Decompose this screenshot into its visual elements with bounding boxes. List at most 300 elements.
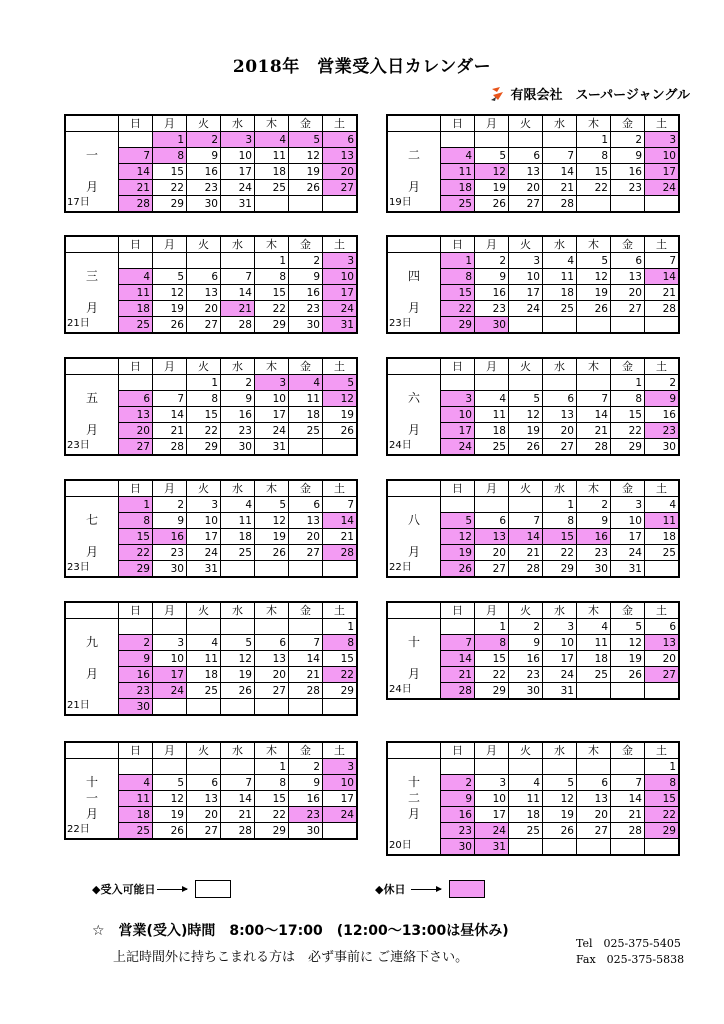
weekday-header: 水 <box>543 359 577 375</box>
day-cell: 1 <box>187 375 221 391</box>
day-cell <box>645 196 679 212</box>
day-cell: 11 <box>289 391 323 407</box>
month-calendar <box>386 479 680 578</box>
arrow-icon <box>157 889 187 890</box>
day-cell: 25 <box>221 545 255 561</box>
day-cell <box>323 439 357 455</box>
day-cell: 7 <box>119 148 153 164</box>
day-cell: 6 <box>645 619 679 635</box>
day-cell: 7 <box>543 148 577 164</box>
day-cell: 23 <box>119 683 153 699</box>
day-cell: 12 <box>255 513 289 529</box>
day-cell: 31 <box>187 561 221 577</box>
legend-open-label: ◆受入可能日 <box>92 883 156 896</box>
day-cell: 15 <box>475 651 509 667</box>
day-cell: 27 <box>577 823 611 839</box>
day-cell: 28 <box>543 196 577 212</box>
day-cell: 22 <box>255 807 289 823</box>
day-cell: 13 <box>509 164 543 180</box>
day-cell: 30 <box>119 699 153 715</box>
month-name: 二 <box>388 791 441 807</box>
day-cell: 21 <box>119 180 153 196</box>
day-cell <box>221 699 255 715</box>
day-cell <box>543 375 577 391</box>
day-cell: 5 <box>509 391 543 407</box>
month-name <box>66 164 119 180</box>
day-cell: 20 <box>289 529 323 545</box>
month-calendar <box>64 601 358 716</box>
day-cell: 10 <box>323 775 357 791</box>
day-cell <box>119 619 153 635</box>
weekday-header: 火 <box>187 359 221 375</box>
day-cell: 27 <box>543 439 577 455</box>
day-cell: 17 <box>475 807 509 823</box>
day-cell: 28 <box>441 683 475 699</box>
day-cell <box>509 497 543 513</box>
day-cell: 5 <box>323 375 357 391</box>
workday-count: 23日 <box>388 317 441 333</box>
day-cell: 6 <box>543 391 577 407</box>
weekday-header: 土 <box>323 237 357 253</box>
day-cell <box>187 619 221 635</box>
weekday-header: 木 <box>577 603 611 619</box>
day-cell: 23 <box>289 301 323 317</box>
weekday-header: 月 <box>475 603 509 619</box>
day-cell: 21 <box>323 529 357 545</box>
month-calendar <box>386 601 680 700</box>
header-corner <box>388 116 441 132</box>
day-cell: 27 <box>475 561 509 577</box>
day-cell: 24 <box>543 667 577 683</box>
day-cell: 28 <box>509 561 543 577</box>
weekday-header: 木 <box>255 603 289 619</box>
day-cell: 31 <box>475 839 509 855</box>
weekday-header: 水 <box>221 481 255 497</box>
day-cell <box>509 317 543 333</box>
day-cell: 15 <box>543 529 577 545</box>
page-title: 2018年 営業受入日カレンダー <box>232 57 492 77</box>
day-cell: 4 <box>289 375 323 391</box>
day-cell: 28 <box>577 439 611 455</box>
fax-number: Fax 025-375-5838 <box>576 953 685 966</box>
day-cell: 30 <box>475 317 509 333</box>
day-cell: 29 <box>645 823 679 839</box>
day-cell: 2 <box>509 619 543 635</box>
workday-count: 23日 <box>66 439 119 455</box>
day-cell: 15 <box>645 791 679 807</box>
day-cell: 9 <box>577 513 611 529</box>
day-cell: 2 <box>289 759 323 775</box>
day-cell: 19 <box>441 545 475 561</box>
day-cell: 30 <box>289 823 323 839</box>
day-cell: 9 <box>153 513 187 529</box>
header-corner <box>66 359 119 375</box>
day-cell: 21 <box>441 667 475 683</box>
company-logo-icon <box>490 86 506 102</box>
month-name: 二 <box>388 148 441 164</box>
month-name: 五 <box>66 391 119 407</box>
day-cell: 18 <box>119 807 153 823</box>
weekday-header: 月 <box>153 603 187 619</box>
day-cell: 28 <box>119 196 153 212</box>
day-cell: 14 <box>221 791 255 807</box>
weekday-header: 金 <box>611 116 645 132</box>
day-cell: 20 <box>611 285 645 301</box>
day-cell: 12 <box>509 407 543 423</box>
day-cell: 3 <box>323 253 357 269</box>
month-name: 月 <box>66 545 119 561</box>
day-cell: 26 <box>289 180 323 196</box>
day-cell: 6 <box>323 132 357 148</box>
day-cell: 1 <box>543 497 577 513</box>
day-cell: 3 <box>255 375 289 391</box>
workday-count: 22日 <box>66 823 119 839</box>
day-cell: 3 <box>323 759 357 775</box>
day-cell: 10 <box>323 269 357 285</box>
weekday-header: 土 <box>323 359 357 375</box>
month-calendar <box>386 357 680 456</box>
weekday-header: 日 <box>119 359 153 375</box>
day-cell: 24 <box>645 180 679 196</box>
day-cell: 1 <box>119 497 153 513</box>
header-corner <box>388 743 441 759</box>
day-cell: 4 <box>577 619 611 635</box>
day-cell: 26 <box>323 423 357 439</box>
month-calendar <box>64 357 358 456</box>
day-cell: 30 <box>509 683 543 699</box>
day-cell: 23 <box>289 807 323 823</box>
day-cell: 16 <box>509 651 543 667</box>
day-cell: 8 <box>119 513 153 529</box>
workday-count: 19日 <box>388 196 441 212</box>
day-cell: 12 <box>441 529 475 545</box>
header-corner <box>66 116 119 132</box>
day-cell: 20 <box>119 423 153 439</box>
day-cell: 23 <box>577 545 611 561</box>
month-name: 六 <box>388 391 441 407</box>
day-cell: 12 <box>221 651 255 667</box>
weekday-header: 金 <box>611 237 645 253</box>
month-name <box>388 823 441 839</box>
day-cell: 5 <box>543 775 577 791</box>
day-cell: 18 <box>221 529 255 545</box>
month-name <box>388 164 441 180</box>
day-cell: 26 <box>611 667 645 683</box>
day-cell: 11 <box>577 635 611 651</box>
day-cell: 6 <box>255 635 289 651</box>
day-cell: 30 <box>153 561 187 577</box>
day-cell: 10 <box>543 635 577 651</box>
day-cell: 13 <box>187 285 221 301</box>
weekday-header: 金 <box>611 743 645 759</box>
month-name: 七 <box>66 513 119 529</box>
day-cell: 26 <box>255 545 289 561</box>
day-cell: 16 <box>475 285 509 301</box>
day-cell <box>509 375 543 391</box>
day-cell: 14 <box>221 285 255 301</box>
day-cell: 24 <box>187 545 221 561</box>
company-name <box>490 84 690 103</box>
day-cell: 29 <box>187 439 221 455</box>
day-cell: 27 <box>187 823 221 839</box>
day-cell: 1 <box>323 619 357 635</box>
month-name <box>66 407 119 423</box>
day-cell: 31 <box>323 317 357 333</box>
day-cell: 2 <box>577 497 611 513</box>
day-cell <box>543 317 577 333</box>
day-cell: 19 <box>289 164 323 180</box>
weekday-header: 火 <box>509 359 543 375</box>
day-cell: 13 <box>119 407 153 423</box>
day-cell: 1 <box>441 253 475 269</box>
day-cell: 4 <box>543 253 577 269</box>
business-hours: ☆ 営業(受入)時間 8:00～17:00 (12:00～13:00は昼休み) <box>92 923 509 939</box>
day-cell: 16 <box>441 807 475 823</box>
month-name: 四 <box>388 269 441 285</box>
day-cell: 25 <box>255 180 289 196</box>
day-cell: 17 <box>543 651 577 667</box>
day-cell: 9 <box>441 791 475 807</box>
day-cell: 2 <box>611 132 645 148</box>
weekday-header: 木 <box>577 237 611 253</box>
day-cell: 17 <box>187 529 221 545</box>
weekday-header: 土 <box>645 116 679 132</box>
day-cell: 28 <box>289 683 323 699</box>
weekday-header: 月 <box>475 743 509 759</box>
day-cell: 7 <box>221 269 255 285</box>
weekday-header: 水 <box>221 743 255 759</box>
weekday-header: 火 <box>187 481 221 497</box>
month-name: 月 <box>66 423 119 439</box>
day-cell: 20 <box>323 164 357 180</box>
day-cell <box>611 317 645 333</box>
weekday-header: 火 <box>187 237 221 253</box>
month-calendar <box>386 235 680 334</box>
day-cell: 30 <box>645 439 679 455</box>
day-cell: 25 <box>119 317 153 333</box>
day-cell: 29 <box>611 439 645 455</box>
day-cell: 5 <box>221 635 255 651</box>
day-cell: 22 <box>475 667 509 683</box>
day-cell: 26 <box>543 823 577 839</box>
weekday-header: 日 <box>119 743 153 759</box>
day-cell: 19 <box>153 301 187 317</box>
day-cell: 18 <box>187 667 221 683</box>
weekday-header: 木 <box>577 359 611 375</box>
day-cell: 18 <box>289 407 323 423</box>
month-name: 月 <box>66 807 119 823</box>
weekday-header: 月 <box>475 237 509 253</box>
day-cell: 19 <box>611 651 645 667</box>
day-cell: 4 <box>255 132 289 148</box>
day-cell: 30 <box>441 839 475 855</box>
day-cell: 25 <box>289 423 323 439</box>
day-cell: 29 <box>475 683 509 699</box>
weekday-header: 木 <box>255 237 289 253</box>
day-cell: 18 <box>441 180 475 196</box>
company-label: 有限会社 スーパージャングル <box>510 88 690 103</box>
day-cell: 7 <box>323 497 357 513</box>
day-cell: 16 <box>153 529 187 545</box>
day-cell <box>577 196 611 212</box>
month-name <box>66 759 119 775</box>
weekday-header: 月 <box>475 116 509 132</box>
day-cell: 20 <box>187 807 221 823</box>
month-name <box>66 253 119 269</box>
day-cell: 19 <box>543 807 577 823</box>
workday-count: 22日 <box>388 561 441 577</box>
month-name: 一 <box>66 791 119 807</box>
month-name <box>66 619 119 635</box>
day-cell: 21 <box>221 301 255 317</box>
day-cell: 14 <box>577 407 611 423</box>
weekday-header: 木 <box>255 359 289 375</box>
weekday-header: 金 <box>289 237 323 253</box>
day-cell: 10 <box>255 391 289 407</box>
month-calendar <box>386 114 680 213</box>
day-cell: 24 <box>509 301 543 317</box>
day-cell: 20 <box>543 423 577 439</box>
weekday-header: 月 <box>153 743 187 759</box>
day-cell <box>221 561 255 577</box>
day-cell: 1 <box>255 759 289 775</box>
month-calendar <box>64 114 358 213</box>
day-cell: 8 <box>441 269 475 285</box>
day-cell: 25 <box>577 667 611 683</box>
day-cell: 13 <box>475 529 509 545</box>
weekday-header: 日 <box>441 116 475 132</box>
day-cell: 7 <box>221 775 255 791</box>
day-cell: 28 <box>221 317 255 333</box>
day-cell <box>153 253 187 269</box>
weekday-header: 水 <box>221 237 255 253</box>
day-cell: 23 <box>509 667 543 683</box>
day-cell <box>289 439 323 455</box>
day-cell: 11 <box>475 407 509 423</box>
day-cell: 23 <box>153 545 187 561</box>
month-name <box>66 285 119 301</box>
weekday-header: 日 <box>441 359 475 375</box>
weekday-header: 木 <box>255 481 289 497</box>
weekday-header: 木 <box>255 743 289 759</box>
weekday-header: 月 <box>475 359 509 375</box>
day-cell: 19 <box>509 423 543 439</box>
day-cell: 13 <box>577 791 611 807</box>
day-cell <box>509 759 543 775</box>
month-name: 八 <box>388 513 441 529</box>
weekday-header: 水 <box>221 359 255 375</box>
day-cell: 24 <box>323 807 357 823</box>
month-name: 三 <box>66 269 119 285</box>
day-cell <box>187 699 221 715</box>
day-cell <box>577 317 611 333</box>
day-cell: 26 <box>153 823 187 839</box>
month-name <box>388 619 441 635</box>
day-cell: 9 <box>611 148 645 164</box>
day-cell: 2 <box>119 635 153 651</box>
weekday-header: 金 <box>611 359 645 375</box>
day-cell: 2 <box>441 775 475 791</box>
legend-closed <box>375 880 485 898</box>
notice-text: 上記時間外に持ちこまれる方は 必ず事前に ご連絡下さい。 <box>113 950 469 965</box>
day-cell <box>119 759 153 775</box>
day-cell: 8 <box>577 148 611 164</box>
month-name: 十 <box>388 775 441 791</box>
day-cell: 5 <box>475 148 509 164</box>
day-cell: 3 <box>475 775 509 791</box>
tel-number: Tel 025-375-5405 <box>576 937 681 950</box>
weekday-header: 日 <box>441 237 475 253</box>
day-cell: 17 <box>509 285 543 301</box>
day-cell: 9 <box>645 391 679 407</box>
day-cell <box>543 839 577 855</box>
weekday-header: 火 <box>509 481 543 497</box>
day-cell: 12 <box>323 391 357 407</box>
day-cell: 18 <box>255 164 289 180</box>
weekday-header: 木 <box>255 116 289 132</box>
day-cell: 16 <box>289 791 323 807</box>
month-name <box>388 759 441 775</box>
day-cell <box>645 317 679 333</box>
header-corner <box>66 603 119 619</box>
weekday-header: 火 <box>187 603 221 619</box>
weekday-header: 火 <box>187 743 221 759</box>
day-cell: 21 <box>221 807 255 823</box>
weekday-header: 日 <box>441 603 475 619</box>
day-cell: 18 <box>577 651 611 667</box>
day-cell: 13 <box>611 269 645 285</box>
day-cell: 13 <box>187 791 221 807</box>
day-cell: 4 <box>119 775 153 791</box>
weekday-header: 月 <box>475 481 509 497</box>
weekday-header: 日 <box>441 481 475 497</box>
day-cell: 29 <box>255 317 289 333</box>
day-cell: 19 <box>255 529 289 545</box>
day-cell <box>289 699 323 715</box>
weekday-header: 日 <box>119 481 153 497</box>
month-calendar <box>386 741 680 856</box>
legend-closed-swatch <box>449 880 485 898</box>
header-corner <box>388 237 441 253</box>
day-cell: 12 <box>543 791 577 807</box>
weekday-header: 火 <box>509 237 543 253</box>
day-cell: 30 <box>577 561 611 577</box>
day-cell: 6 <box>187 775 221 791</box>
weekday-header: 日 <box>119 237 153 253</box>
day-cell: 30 <box>289 317 323 333</box>
day-cell: 8 <box>255 269 289 285</box>
day-cell: 11 <box>543 269 577 285</box>
month-name <box>388 529 441 545</box>
day-cell: 16 <box>119 667 153 683</box>
day-cell: 24 <box>255 423 289 439</box>
day-cell <box>323 823 357 839</box>
weekday-header: 土 <box>645 481 679 497</box>
day-cell: 23 <box>221 423 255 439</box>
day-cell: 4 <box>221 497 255 513</box>
day-cell: 3 <box>187 497 221 513</box>
day-cell: 10 <box>221 148 255 164</box>
day-cell: 24 <box>221 180 255 196</box>
day-cell: 6 <box>577 775 611 791</box>
day-cell: 14 <box>289 651 323 667</box>
day-cell: 19 <box>577 285 611 301</box>
day-cell: 29 <box>153 196 187 212</box>
weekday-header: 土 <box>645 237 679 253</box>
day-cell: 8 <box>611 391 645 407</box>
day-cell: 4 <box>475 391 509 407</box>
weekday-header: 水 <box>221 116 255 132</box>
